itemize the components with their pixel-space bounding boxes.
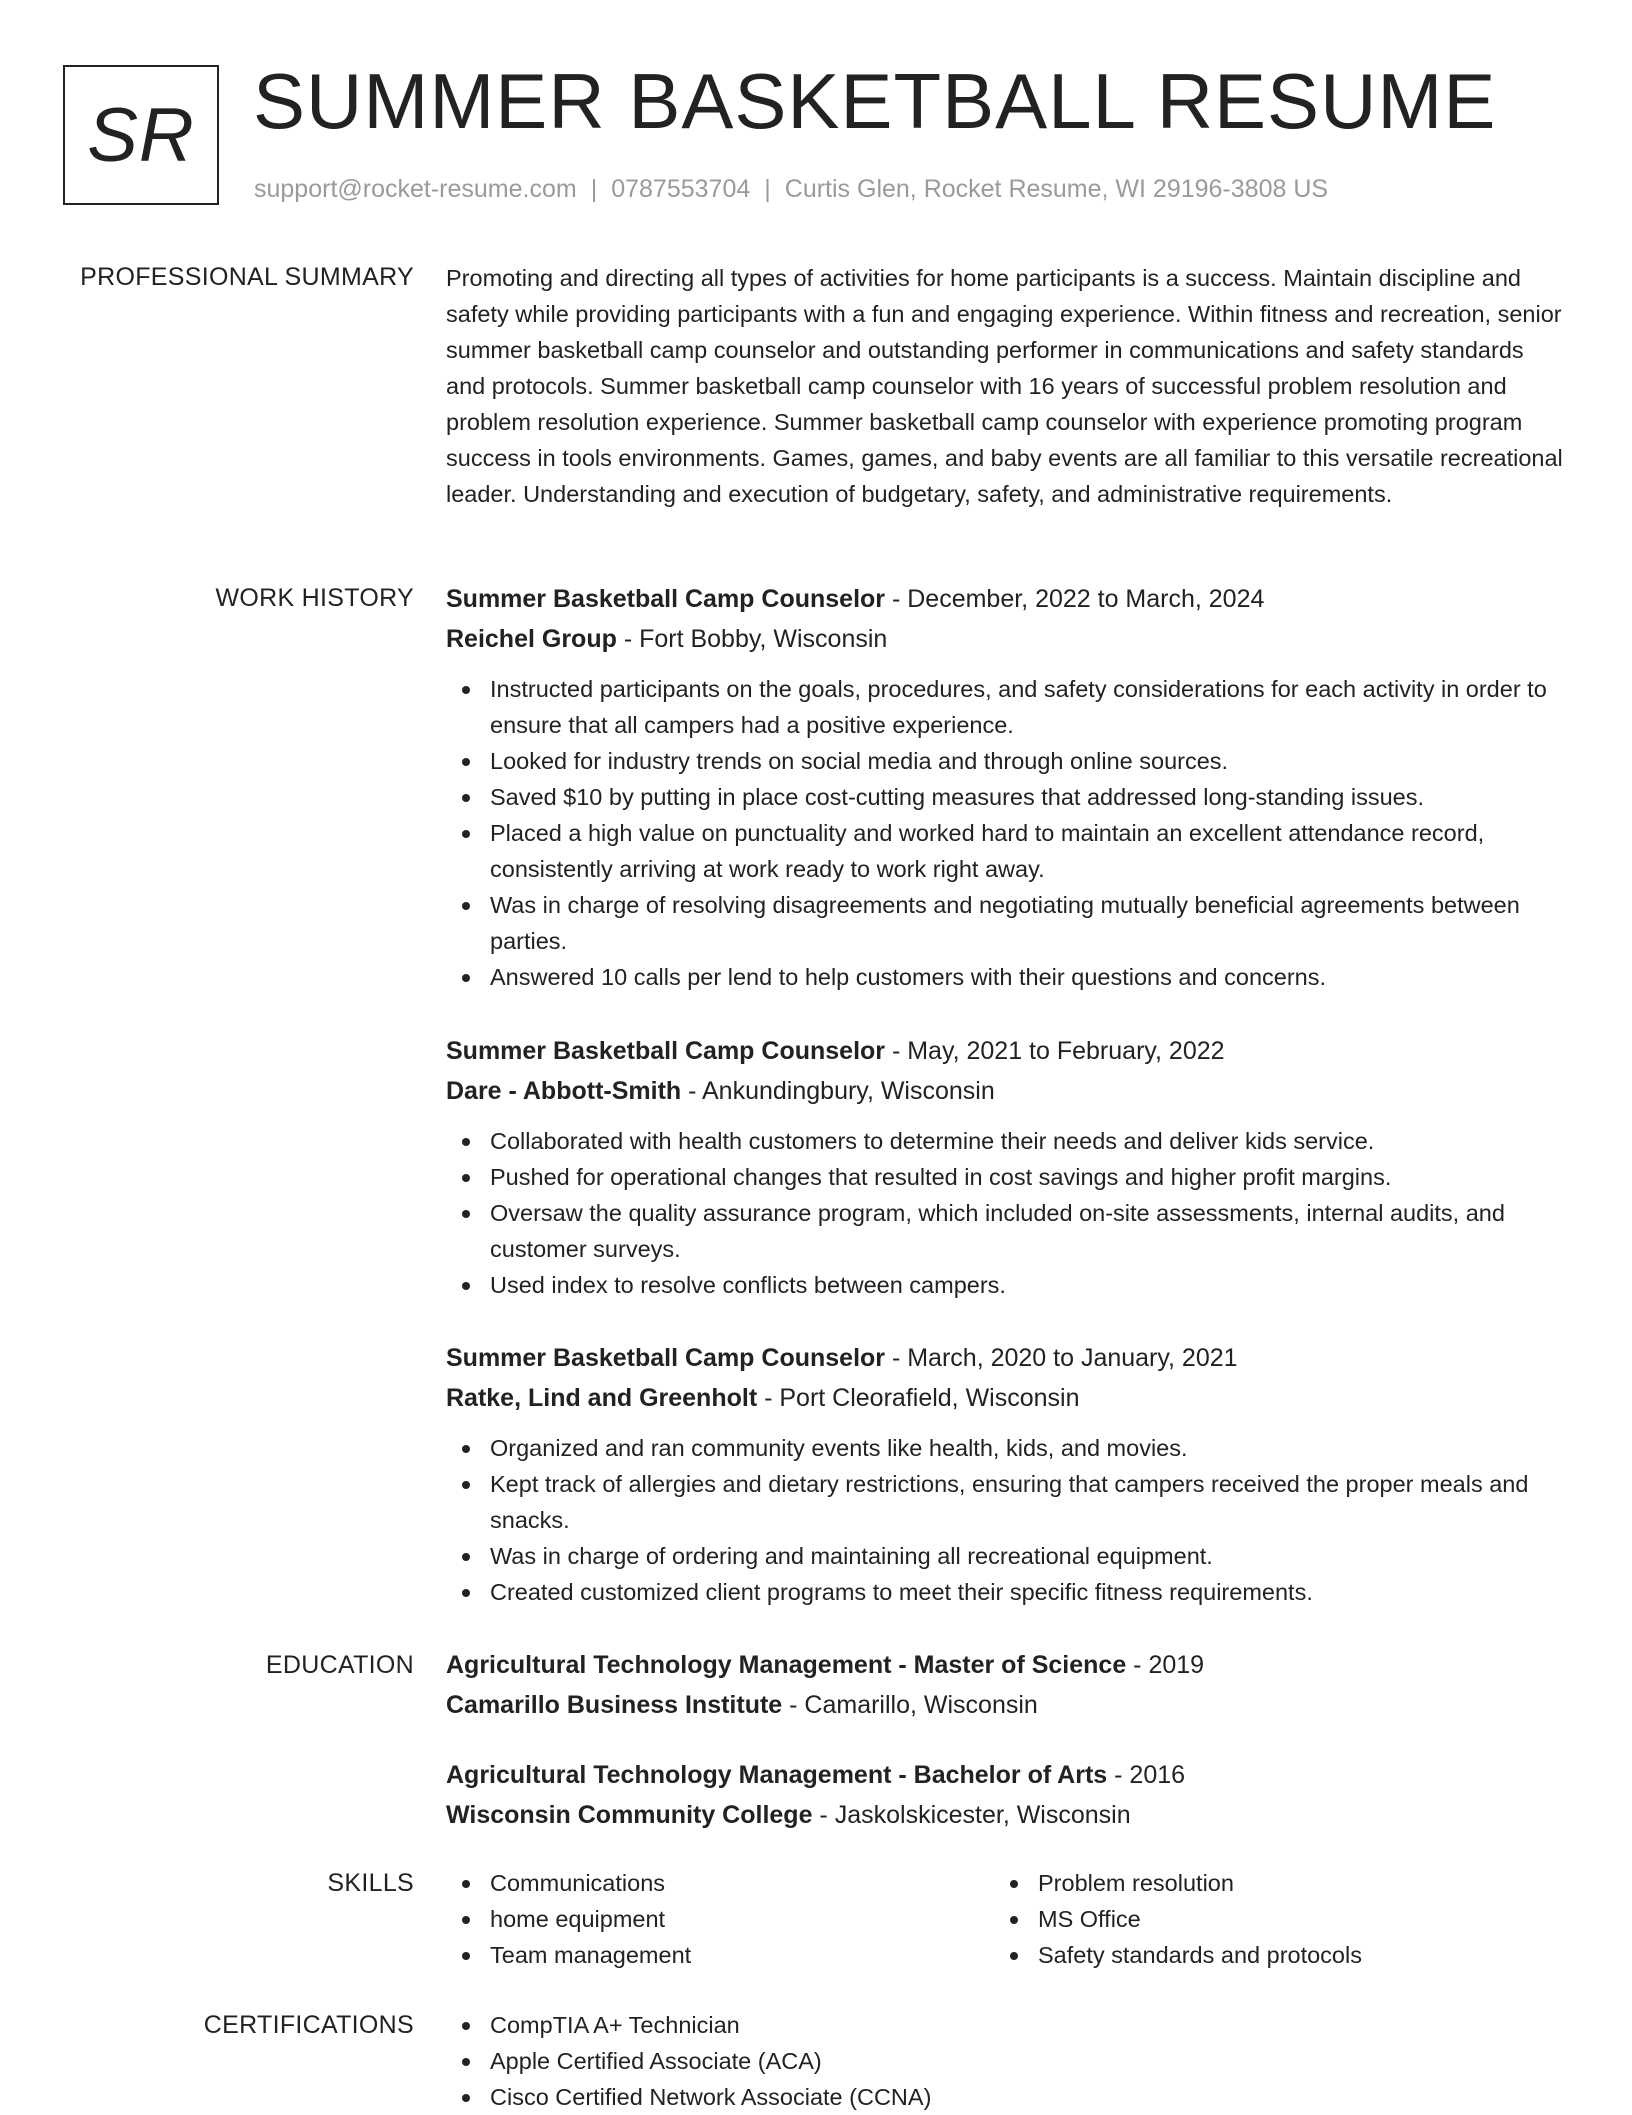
job-title: Summer Basketball Camp Counselor [446, 585, 886, 613]
job-dates: - December, 2022 to March, 2024 [885, 585, 1265, 613]
contact-email[interactable]: support@rocket-resume.com [254, 175, 577, 203]
list-item: Organized and ran community events like health, kids, and movies. [446, 1430, 1566, 1466]
education-year: - 2019 [1126, 1651, 1205, 1679]
education-heading [446, 1755, 1566, 1795]
job-title: Summer Basketball Camp Counselor [446, 1344, 886, 1372]
job-bullets [446, 1430, 1566, 1610]
job-bullets [446, 1123, 1566, 1303]
list-item: Placed a high value on punctuality and worked hard to maintain an excellent attendance record, consistently arriving at work ready to work right away. [446, 815, 1566, 887]
list-item: Collaborated with health customers to determine their needs and deliver kids service. [446, 1123, 1566, 1159]
job-company: Reichel Group [446, 625, 617, 653]
job-employer [446, 619, 1566, 659]
job-employer [446, 1071, 1566, 1111]
job-entry [446, 1031, 1566, 1303]
education-school: Camarillo Business Institute [446, 1691, 783, 1719]
separator: | [764, 175, 771, 203]
monogram: SR [63, 65, 219, 205]
list-item: CompTIA A+ Technician [446, 2007, 1566, 2043]
education-school: Wisconsin Community College [446, 1801, 813, 1829]
education-year: - 2016 [1107, 1761, 1186, 1789]
list-item: home equipment [446, 1901, 994, 1937]
section-label-education: EDUCATION [265, 1651, 414, 1679]
job-location: - Port Cleorafield, Wisconsin [757, 1384, 1080, 1412]
list-item: MS Office [994, 1901, 1542, 1937]
section-label-skills: SKILLS [327, 1869, 414, 1897]
list-item: Communications [446, 1865, 994, 1901]
job-company: Dare - Abbott-Smith [446, 1077, 682, 1105]
list-item: Pushed for operational changes that resulted in cost savings and higher profit margins. [446, 1159, 1566, 1195]
list-item: Was in charge of resolving disagreements and negotiating mutually beneficial agreements between parties. [446, 887, 1566, 959]
education-heading [446, 1645, 1566, 1685]
job-location: - Ankundingbury, Wisconsin [681, 1077, 995, 1105]
education-location: - Jaskolskicester, Wisconsin [812, 1801, 1131, 1829]
summary-text: Promoting and directing all types of activities for home participants is a success. Maintain discipline and safety while providing participants with a fun and engaging experience. Within fitness and recreation, senior summer basketball camp counselor and outstanding performer in communications and safety standards and protocols. Summer basketball camp counselor with 16 years of successful problem resolution and problem resolution experience. Summer basketball camp counselor with experience promoting program success in tools environments. Games, games, and baby events are all familiar to this versatile recreational leader. Understanding and execution of budgetary, safety, and administrative requirements. [446, 265, 1563, 507]
list-item: Team management [446, 1937, 994, 1973]
job-company: Ratke, Lind and Greenholt [446, 1384, 758, 1412]
list-item: Was in charge of ordering and maintaining all recreational equipment. [446, 1538, 1566, 1574]
education-school-line [446, 1685, 1566, 1725]
job-dates: - May, 2021 to February, 2022 [885, 1037, 1225, 1065]
certifications-list [446, 2007, 1566, 2115]
job-location: - Fort Bobby, Wisconsin [616, 625, 888, 653]
job-title: Summer Basketball Camp Counselor [446, 1037, 886, 1065]
skills-grid [446, 1865, 1566, 1973]
job-heading [446, 1031, 1566, 1071]
list-item: Cisco Certified Network Associate (CCNA) [446, 2079, 1566, 2115]
certifications-section [446, 2007, 1566, 2115]
education-entry [446, 1755, 1566, 1835]
job-heading [446, 1338, 1566, 1378]
job-entry [446, 579, 1566, 995]
job-entry [446, 1338, 1566, 1610]
section-label-certifications: CERTIFICATIONS [203, 2011, 414, 2039]
job-heading [446, 579, 1566, 619]
education-school-line [446, 1795, 1566, 1835]
list-item: Oversaw the quality assurance program, which included on-site assessments, internal audits, and customer surveys. [446, 1195, 1566, 1267]
contact-phone[interactable]: 0787553704 [611, 175, 751, 203]
education-degree: Agricultural Technology Management - Bachelor of Arts [446, 1761, 1108, 1789]
skills-section [446, 1865, 1566, 1973]
list-item: Kept track of allergies and dietary restrictions, ensuring that campers received the proper meals and snacks. [446, 1466, 1566, 1538]
education-entry [446, 1645, 1566, 1725]
list-item: Problem resolution [994, 1865, 1542, 1901]
list-item: Instructed participants on the goals, procedures, and safety considerations for each activity in order to ensure that all campers had a positive experience. [446, 671, 1566, 743]
section-label-summary: PROFESSIONAL SUMMARY [80, 263, 414, 291]
education-degree: Agricultural Technology Management - Master of Science [446, 1651, 1127, 1679]
contact-line [254, 172, 1328, 206]
skills-column-2 [994, 1865, 1542, 1973]
separator: | [590, 175, 598, 203]
list-item: Looked for industry trends on social media and through online sources. [446, 743, 1566, 779]
list-item: Answered 10 calls per lend to help customers with their questions and concerns. [446, 959, 1566, 995]
list-item: Apple Certified Associate (ACA) [446, 2043, 1566, 2079]
list-item: Saved $10 by putting in place cost-cutting measures that addressed long-standing issues. [446, 779, 1566, 815]
list-item: Used index to resolve conflicts between campers. [446, 1267, 1566, 1303]
resume-title: SUMMER BASKETBALL RESUME [253, 57, 1497, 145]
job-employer [446, 1378, 1566, 1418]
list-item: Created customized client programs to meet their specific fitness requirements. [446, 1574, 1566, 1610]
education-location: - Camarillo, Wisconsin [782, 1691, 1038, 1719]
list-item: Safety standards and protocols [994, 1937, 1542, 1973]
section-label-work: WORK HISTORY [215, 584, 414, 612]
contact-address: Curtis Glen, Rocket Resume, WI 29196-3808 US [784, 175, 1329, 203]
skills-column-1 [446, 1865, 994, 1973]
job-bullets [446, 671, 1566, 995]
job-dates: - March, 2020 to January, 2021 [885, 1344, 1238, 1372]
summary-section [446, 260, 1566, 512]
